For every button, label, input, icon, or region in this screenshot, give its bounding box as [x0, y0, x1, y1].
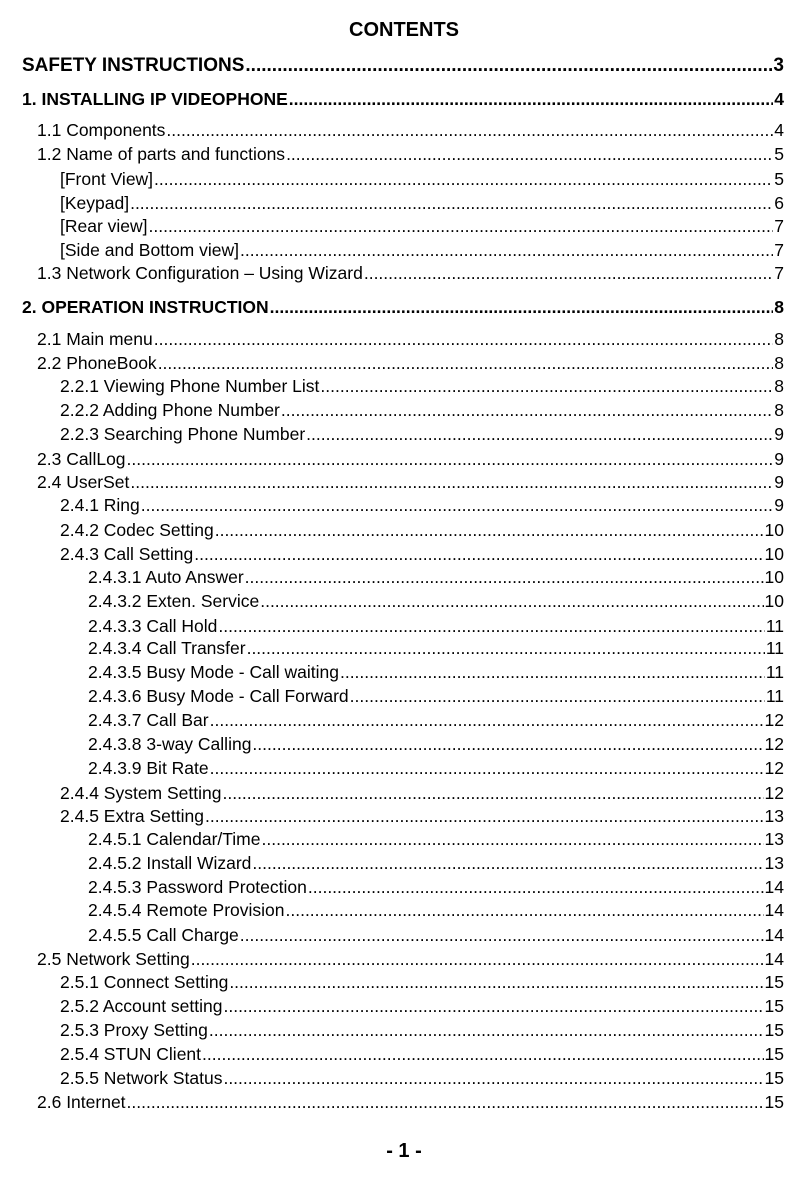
- toc-entry-title: [Keypad]: [60, 193, 130, 213]
- toc-entry[interactable]: [88, 899, 784, 921]
- toc-entry-page: 8: [774, 329, 784, 349]
- toc-entry-page: 12: [764, 758, 784, 778]
- toc-entry-page: 11: [765, 686, 784, 706]
- toc-entry[interactable]: [37, 328, 784, 350]
- toc-entry-title: 2.4.5.1 Calendar/Time: [88, 829, 261, 849]
- dot-leader: [350, 685, 765, 707]
- toc-entry-page: 12: [764, 783, 784, 803]
- dot-leader: [210, 757, 764, 779]
- toc-entry[interactable]: [60, 995, 784, 1017]
- toc-entry-page: 10: [764, 520, 784, 540]
- toc-entry-title: 2.2.3 Searching Phone Number: [60, 424, 306, 444]
- dot-leader: [127, 1091, 764, 1113]
- toc-entry-title: 2.4.3.6 Busy Mode - Call Forward: [88, 686, 349, 706]
- toc-entry-title: 2.5.3 Proxy Setting: [60, 1020, 208, 1040]
- toc-entry-title: 2.2.2 Adding Phone Number: [60, 400, 280, 420]
- toc-entry-page: 9: [774, 472, 784, 492]
- dot-leader: [260, 590, 763, 612]
- toc-entry-page: 11: [765, 662, 784, 682]
- toc-entry-title: [Side and Bottom view]: [60, 240, 239, 260]
- dot-leader: [364, 262, 773, 284]
- toc-entry-page: 11: [765, 638, 784, 658]
- dot-leader: [149, 215, 774, 237]
- toc-entry-page: 11: [765, 616, 784, 636]
- dot-leader: [222, 782, 763, 804]
- toc-entry-title: 2.4.2 Codec Setting: [60, 520, 214, 540]
- dot-leader: [252, 852, 763, 874]
- dot-leader: [202, 1043, 764, 1065]
- toc-entry[interactable]: [37, 948, 784, 970]
- dot-leader: [130, 192, 773, 214]
- toc-entry-title: 2.5.1 Connect Setting: [60, 972, 229, 992]
- toc-entry[interactable]: [60, 1067, 784, 1089]
- toc-entry-title: 2.4.5 Extra Setting: [60, 806, 204, 826]
- toc-entry-page: 12: [764, 734, 784, 754]
- toc-entry[interactable]: [37, 119, 784, 141]
- toc-entry[interactable]: [60, 494, 784, 516]
- toc-entry[interactable]: [60, 543, 784, 565]
- toc-entry-page: 9: [774, 424, 784, 444]
- toc-entry-page: 10: [764, 544, 784, 564]
- toc-entry-page: 15: [764, 1020, 784, 1040]
- toc-entry-page: 15: [764, 1068, 784, 1088]
- toc-entry-title: 2.5.2 Account setting: [60, 996, 223, 1016]
- toc-entry[interactable]: [60, 1043, 784, 1065]
- toc-entry[interactable]: [88, 876, 784, 898]
- toc-entry[interactable]: [60, 423, 784, 445]
- dot-leader: [240, 239, 773, 261]
- toc-entry[interactable]: [88, 924, 784, 946]
- toc-entry-page: 15: [764, 972, 784, 992]
- toc-entry[interactable]: [60, 215, 784, 237]
- dot-leader: [229, 971, 763, 993]
- dot-leader: [141, 494, 773, 516]
- toc-entry-page: 15: [764, 1044, 784, 1064]
- toc-entry-title: 2.4.5.5 Call Charge: [88, 925, 239, 945]
- toc-entry-page: 14: [764, 949, 784, 969]
- dot-leader: [281, 399, 773, 421]
- toc-entry[interactable]: [37, 448, 784, 470]
- toc-entry[interactable]: [88, 733, 784, 755]
- toc-entry-title: 2.4.4 System Setting: [60, 783, 222, 803]
- page-title: CONTENTS: [349, 19, 459, 41]
- toc-entry-page: 5: [774, 169, 784, 189]
- toc-entry[interactable]: [22, 87, 784, 111]
- toc-entry[interactable]: [88, 709, 784, 731]
- toc-entry[interactable]: [60, 782, 784, 804]
- toc-entry-page: 8: [774, 353, 784, 373]
- dot-leader: [306, 423, 773, 445]
- toc-entry-title: 2.3 CallLog: [37, 449, 126, 469]
- dot-leader: [194, 543, 763, 565]
- toc-entry-title: 2.2.1 Viewing Phone Number List: [60, 376, 320, 396]
- toc-entry-title: 2.4.3.8 3-way Calling: [88, 734, 252, 754]
- toc-entry-page: 14: [764, 900, 784, 920]
- toc-entry-page: 9: [774, 495, 784, 515]
- toc-entry[interactable]: [60, 168, 784, 190]
- toc-entry-title: 2.4.5.4 Remote Provision: [88, 900, 285, 920]
- dot-leader: [245, 54, 772, 78]
- toc-entry-title: 2.4.1 Ring: [60, 495, 140, 515]
- dot-leader: [340, 661, 765, 683]
- toc-entry-page: 7: [774, 263, 784, 283]
- dot-leader: [209, 1019, 764, 1041]
- toc-entry-page: 6: [774, 193, 784, 213]
- toc-entry-title: [Front View]: [60, 169, 154, 189]
- toc-entry-title: 2.4.3.9 Bit Rate: [88, 758, 209, 778]
- toc-entry-title: 1.1 Components: [37, 120, 166, 140]
- dot-leader: [154, 328, 774, 350]
- toc-entry[interactable]: [88, 661, 784, 683]
- toc-entry[interactable]: [37, 1091, 784, 1113]
- dot-leader: [286, 143, 773, 165]
- toc-entry-page: 14: [764, 877, 784, 897]
- dot-leader: [218, 615, 764, 637]
- toc-entry[interactable]: [60, 375, 784, 397]
- toc-entry[interactable]: [88, 566, 784, 588]
- toc-entry-title: 2.4.3.4 Call Transfer: [88, 638, 246, 658]
- toc-entry-title: 2.4 UserSet: [37, 472, 130, 492]
- dot-leader: [205, 805, 764, 827]
- toc-entry-title: 2.4.3.1 Auto Answer: [88, 567, 244, 587]
- toc-entry-page: 8: [774, 400, 784, 420]
- dot-leader: [252, 733, 763, 755]
- toc-entry-page: 10: [764, 567, 784, 587]
- dot-leader: [240, 924, 764, 946]
- dot-leader: [130, 471, 773, 493]
- toc-entry-page: 4: [774, 89, 784, 109]
- toc-entry-title: 2.5.5 Network Status: [60, 1068, 223, 1088]
- toc-entry[interactable]: [60, 1019, 784, 1041]
- toc-entry-page: 13: [764, 829, 784, 849]
- toc-entry[interactable]: [88, 590, 784, 612]
- toc-entry[interactable]: [22, 54, 784, 78]
- dot-leader: [308, 876, 764, 898]
- page-number: - 1 -: [386, 1140, 422, 1162]
- toc-entry[interactable]: [88, 757, 784, 779]
- dot-leader: [154, 168, 773, 190]
- toc-entry-title: 1.3 Network Configuration – Using Wizard: [37, 263, 363, 283]
- toc-entry-title: SAFETY INSTRUCTIONS: [22, 55, 245, 76]
- toc-entry-page: 9: [774, 449, 784, 469]
- toc-entry-page: 13: [764, 806, 784, 826]
- toc-entry-page: 5: [774, 144, 784, 164]
- toc-entry[interactable]: [60, 192, 784, 214]
- toc-entry-page: 8: [774, 297, 784, 317]
- dot-leader: [127, 448, 774, 470]
- toc-entry[interactable]: [88, 828, 784, 850]
- toc-entry-page: 14: [764, 925, 784, 945]
- toc-entry[interactable]: [60, 971, 784, 993]
- toc-entry-title: 2.4.3 Call Setting: [60, 544, 194, 564]
- toc-entry-page: 7: [774, 216, 784, 236]
- dot-leader: [286, 899, 764, 921]
- toc-entry[interactable]: [37, 352, 784, 374]
- toc-entry-page: 13: [764, 853, 784, 873]
- toc-entry-page: 15: [764, 1092, 784, 1112]
- dot-leader: [166, 119, 773, 141]
- toc-entry-page: 15: [764, 996, 784, 1016]
- toc-entry[interactable]: [88, 615, 784, 637]
- toc-entry-title: 2.5 Network Setting: [37, 949, 190, 969]
- toc-entry-page: 4: [774, 120, 784, 140]
- dot-leader: [158, 352, 774, 374]
- dot-leader: [191, 948, 764, 970]
- toc-entry-title: 2.6 Internet: [37, 1092, 126, 1112]
- toc-entry-title: 2.4.5.3 Password Protection: [88, 877, 307, 897]
- toc-entry[interactable]: [88, 637, 784, 659]
- toc-entry-title: 2. OPERATION INSTRUCTION: [22, 297, 269, 317]
- toc-entry-page: 3: [773, 55, 784, 76]
- toc-entry-title: 2.4.3.3 Call Hold: [88, 616, 218, 636]
- dot-leader: [223, 1067, 763, 1089]
- toc-entry[interactable]: [60, 239, 784, 261]
- toc-entry-page: 12: [764, 710, 784, 730]
- toc-entry-title: 1.2 Name of parts and functions: [37, 144, 286, 164]
- toc-entry[interactable]: [22, 295, 784, 319]
- toc-entry[interactable]: [37, 143, 784, 165]
- toc-entry[interactable]: [60, 399, 784, 421]
- toc-entry-title: 2.4.3.2 Exten. Service: [88, 591, 260, 611]
- toc-entry[interactable]: [88, 685, 784, 707]
- toc-entry-title: 1. INSTALLING IP VIDEOPHONE: [22, 89, 288, 109]
- toc-entry-title: 2.4.3.5 Busy Mode - Call waiting: [88, 662, 339, 682]
- dot-leader: [320, 375, 773, 397]
- toc-entry-title: 2.2 PhoneBook: [37, 353, 157, 373]
- toc-entry-title: 2.5.4 STUN Client: [60, 1044, 202, 1064]
- dot-leader: [262, 828, 764, 850]
- dot-leader: [247, 637, 765, 659]
- dot-leader: [289, 87, 773, 111]
- toc-entry[interactable]: [37, 262, 784, 284]
- toc-entry-page: 10: [764, 591, 784, 611]
- toc-entry[interactable]: [60, 805, 784, 827]
- toc-entry-page: 8: [774, 376, 784, 396]
- dot-leader: [223, 995, 763, 1017]
- toc-entry[interactable]: [37, 471, 784, 493]
- toc-entry-title: 2.4.3.7 Call Bar: [88, 710, 209, 730]
- toc-entry-page: 7: [774, 240, 784, 260]
- toc-entry[interactable]: [60, 519, 784, 541]
- dot-leader: [215, 519, 764, 541]
- toc-entry-title: 2.1 Main menu: [37, 329, 153, 349]
- dot-leader: [210, 709, 764, 731]
- toc-entry-title: [Rear view]: [60, 216, 148, 236]
- toc-entry-title: 2.4.5.2 Install Wizard: [88, 853, 252, 873]
- dot-leader: [270, 295, 774, 319]
- toc-entry[interactable]: [88, 852, 784, 874]
- dot-leader: [245, 566, 764, 588]
